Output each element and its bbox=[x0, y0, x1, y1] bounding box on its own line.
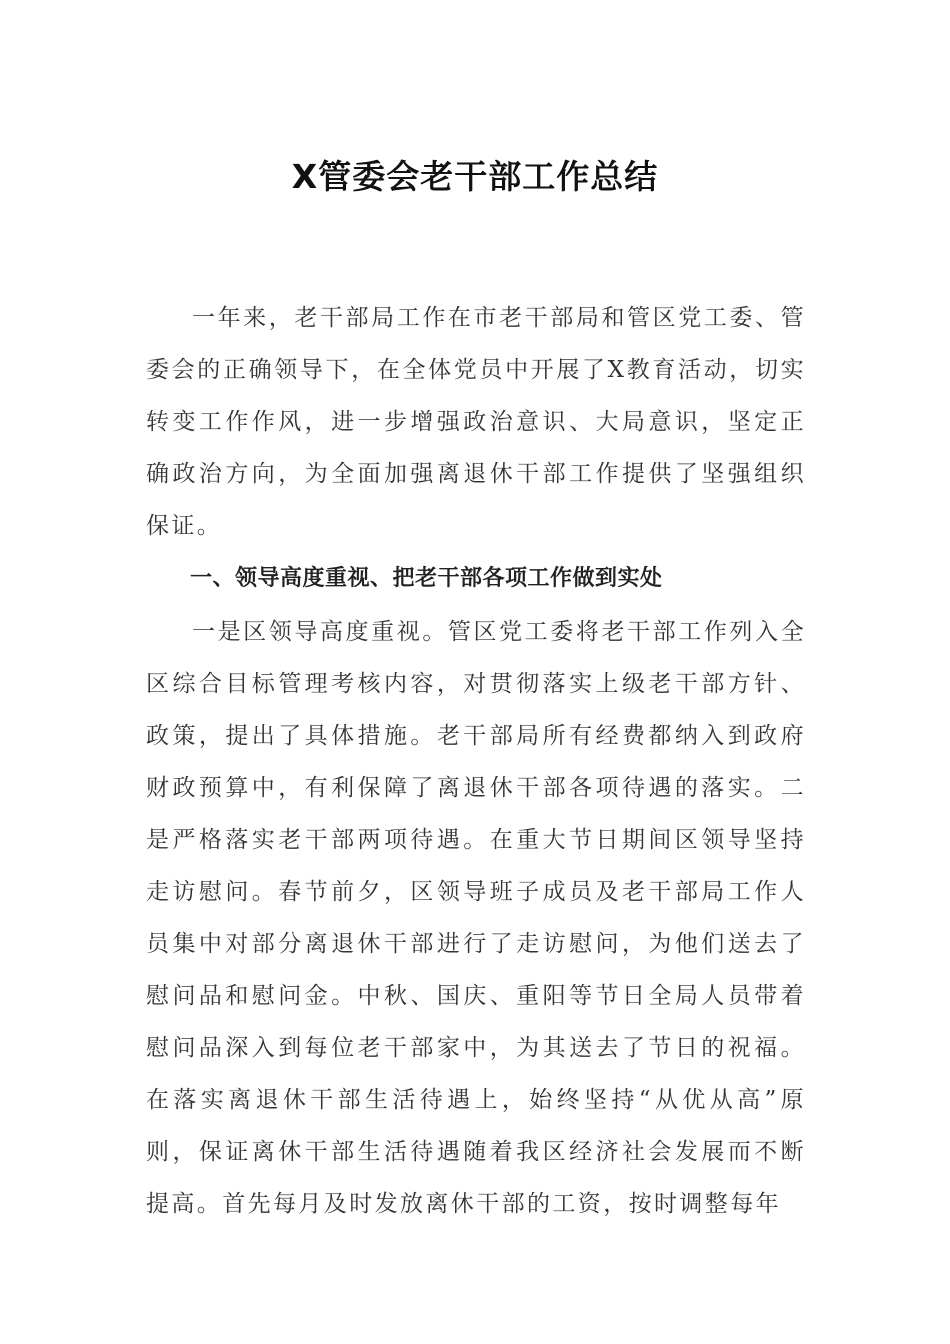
intro-paragraph: 一年来，老干部局工作在市老干部局和管区党工委、管委会的正确领导下，在全体党员中开展了X教育活动，切实转变工作作风，进一步增强政治意识、大局意识，坚定正确政治方向，为全面加强离退休干部工作提供了坚强组织保证。 bbox=[146, 305, 806, 539]
section-heading-1: 一、领导高度重视、把老干部各项工作做到实处 bbox=[190, 566, 663, 591]
document-title: X管委会老干部工作总结 bbox=[291, 157, 659, 196]
section-1-paragraph: 一是区领导高度重视。管区党工委将老干部工作列入全区综合目标管理考核内容，对贯彻落实上级老干部方针、政策，提出了具体措施。老干部局所有经费都纳入到政府财政预算中，有利保障了离退休干部各项待遇的落实。二是严格落实老干部两项待遇。在重大节日期间区领导坚持走访慰问。春节前夕，区领导班子成员及老干部局工作人员集中对部分离退休干部进行了走访慰问，为他们送去了慰问品和慰问金。中秋、国庆、重阳等节日全局人员带着慰问品深入到每位老干部家中，为其送去了节日的祝福。在落实离退休干部生活待遇上，始终坚持“从优从高”原则，保证离休干部生活待遇随着我区经济社会发展而不断提高。首先每月及时发放离休干部的工资，按时调整每年 bbox=[146, 619, 806, 1217]
document-body bbox=[146, 292, 806, 1230]
